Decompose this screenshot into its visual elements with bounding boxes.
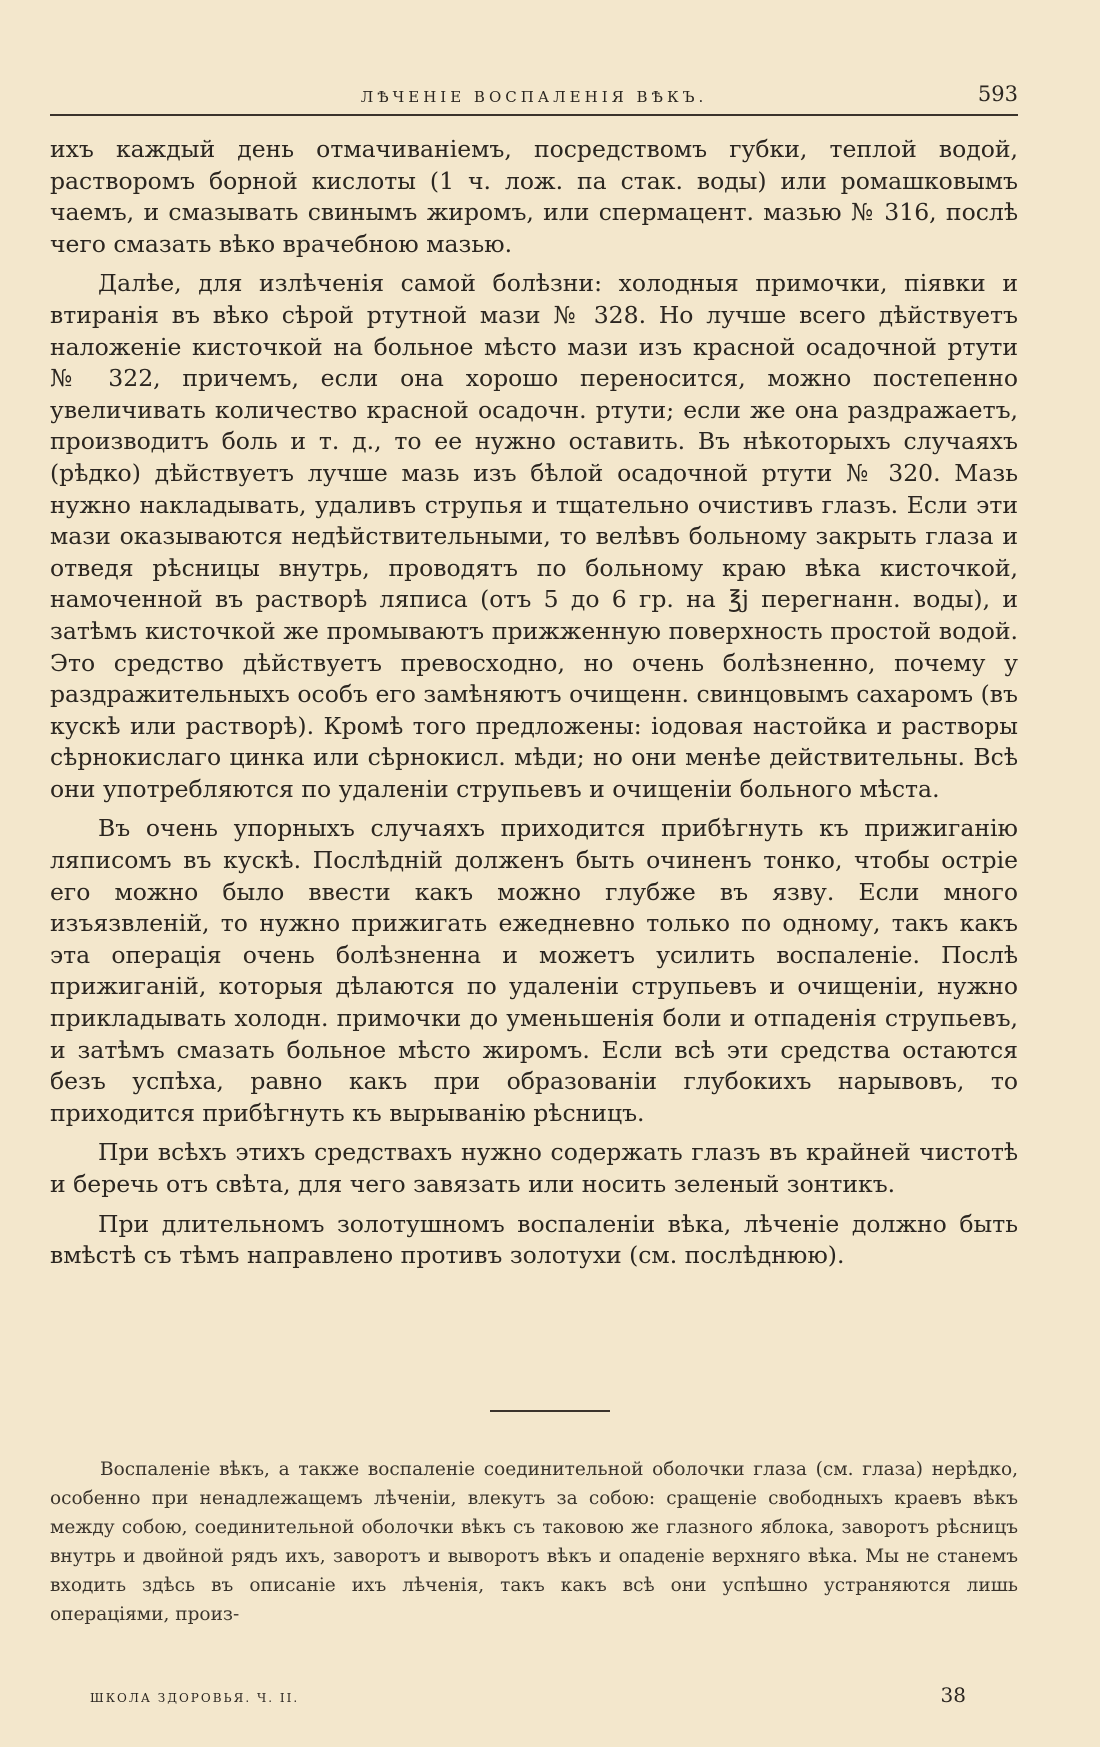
paragraph-2: Далѣе, для излѣченія самой болѣзни: холодныя примочки, піявки и втиранія въ вѣко сѣрой ртутной мази № 328. Но лучше всего дѣйствуетъ наложеніе кисточкой на больное мѣсто мази изъ красной осадочной ртути № 322, причемъ, если она хорошо переносится, можно постепенно увеличивать количество красной осадочн. ртути; если же она раздражаетъ, производитъ боль и т. д., то ее нужно оставить. Въ нѣкоторыхъ случаяхъ (рѣдко) дѣйствуетъ лучше мазь изъ бѣлой осадочной ртути № 320. Мазь нужно накладывать, удаливъ струпья и тщательно очиcтивъ глазъ. Если эти мази оказываются недѣйствительными, то велѣвъ больному закрыть глаза и отведя рѣсницы внутрь, проводятъ по больному краю вѣка кисточкой, намоченной въ растворѣ ляписа (отъ 5 до 6 гр. на ℥j перегнанн. воды), и затѣмъ кисточкой же промываютъ прижженную поверхность простой водой. Это средство дѣйствуетъ превосходно, но очень болѣзненно, почему у раздражительныхъ особъ его замѣняютъ очищенн. свинцовымъ сахаромъ (въ кускѣ или растворѣ). Кромѣ того предложены: іодовая настойка и растворы сѣрнокислаго цинка или сѣрнокисл. мѣди; но они менѣе действительны. Всѣ они употребляются по удаленіи струпьевъ и очищеніи больного мѣста. (50, 269, 1018, 803)
paragraph-1: ихъ каждый день отмачиваніемъ, посредствомъ губки, теплой водой, растворомъ борной кислоты (1 ч. лож. па стак. воды) или ромашковымъ чаемъ, и смазывать свинымъ жиромъ, или спермацент. мазью № 316, послѣ чего смазать вѣко врачебною мазью. (50, 135, 1018, 258)
paragraph-3: Въ очень упорныхъ случаяхъ приходится прибѣгнуть къ прижиганію ляписомъ въ кускѣ. Послѣдній долженъ быть очиненъ тонко, чтобы остріе его можно было ввести какъ можно глубже въ язву. Если много изъязвленій, то нужно прижигать ежедневно только по одному, такъ какъ эта операція очень болѣзненна и можетъ усилить воспаленіе. Послѣ прижиганій, которыя дѣлаются по удаленіи струпьевъ и очищеніи, нужно прикладывать холодн. примочки до уменьшенія боли и отпаденія струпьевъ, и затѣмъ смазать больное мѣсто жиромъ. Если всѣ эти средства остаются безъ успѣха, равно какъ при образованіи глубокихъ нарывовъ, то приходится прибѣгнуть къ вырыванію рѣсницъ. (50, 814, 1018, 1127)
page-footer (50, 1683, 1018, 1711)
main-text (50, 134, 1018, 1272)
sheet-number: 38 (940, 1683, 966, 1707)
paragraph-5: При длительномъ золотушномъ воспаленіи вѣка, лѣченіе должно быть вмѣстѣ съ тѣмъ направлено противъ золотухи (см. послѣднюю). (50, 1209, 1018, 1270)
printer-signature: ШКОЛА ЗДОРОВЬЯ. Ч. II. (90, 1691, 300, 1705)
section-divider (490, 1410, 610, 1412)
page-header (50, 76, 1018, 116)
running-head: ЛѢЧЕНІЕ ВОСПАЛЕНІЯ ВѢКЪ. (360, 88, 708, 106)
page-number: 593 (977, 82, 1018, 106)
paragraph-4: При всѣхъ этихъ средствахъ нужно содержать глазъ въ крайней чистотѣ и беречь отъ свѣта, для чего завязать или носить зеленый зонтикъ. (50, 1138, 1018, 1198)
footnote: Воспаленіе вѣкъ, а также воспаленіе соединительной оболочки глаза (см. глаза) нерѣдко, особенно при ненадлежащемъ лѣченіи, влекутъ за собою: сращеніе свободныхъ краевъ вѣкъ между собою, соединительной оболочки вѣкъ съ таковою же глазного яблока, заворотъ рѣсницъ внутрь и двойной рядъ ихъ, заворотъ и выворотъ вѣкъ и опаденіе верхняго вѣка. Мы не станемъ входить здѣсь въ описаніе ихъ лѣченія, такъ какъ всѣ они успѣшно устраняются лишь операціями, произ- (50, 1459, 1018, 1625)
